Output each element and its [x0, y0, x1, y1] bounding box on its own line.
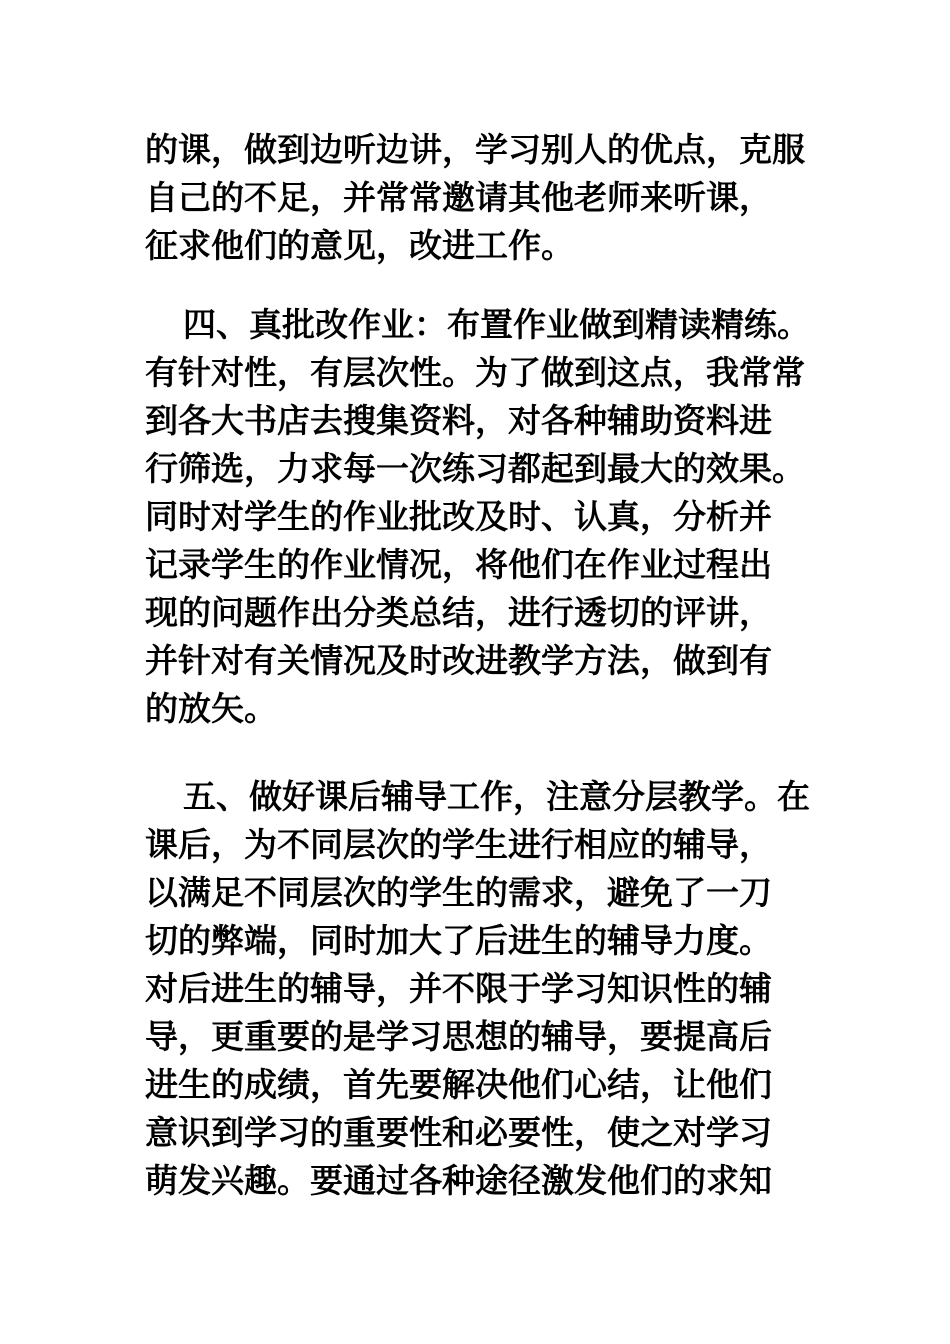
- text-line: 导，更重要的是学习思想的辅导，要提高后: [145, 1017, 772, 1056]
- text-line: 萌发兴趣。要通过各种途径激发他们的求知: [145, 1161, 772, 1200]
- text-line: 记录学生的作业情况，将他们在作业过程出: [145, 545, 772, 584]
- text-line: 意识到学习的重要性和必要性，使之对学习: [145, 1113, 772, 1152]
- text-line: 课后，为不同层次的学生进行相应的辅导，: [145, 825, 772, 864]
- text-line: 现的问题作出分类总结，进行透切的评讲，: [145, 593, 772, 632]
- text-line: 的课，做到边听边讲，学习别人的优点，克服: [145, 130, 805, 169]
- text-line: 进生的成绩，首先要解决他们心结，让他们: [145, 1065, 772, 1104]
- text-line: 行筛选，力求每一次练习都起到最大的效果。: [145, 449, 805, 488]
- paragraph-homework-grading: [145, 301, 835, 733]
- text-line: 同时对学生的作业批改及时、认真，分析并: [145, 497, 772, 536]
- text-line: 征求他们的意见，改进工作。: [145, 226, 574, 265]
- text-line: 到各大书店去搜集资料，对各种辅助资料进: [145, 401, 772, 440]
- text-line: 对后进生的辅导，并不限于学习知识性的辅: [145, 969, 772, 1008]
- text-line: 并针对有关情况及时改进教学方法，做到有: [145, 641, 772, 680]
- text-line: 五、做好课后辅导工作，注意分层教学。在: [183, 777, 810, 816]
- text-line: 以满足不同层次的学生的需求，避免了一刀: [145, 873, 772, 912]
- text-line: 有针对性，有层次性。为了做到这点，我常常: [145, 353, 805, 392]
- text-line: 自己的不足，并常常邀请其他老师来听课，: [145, 178, 772, 217]
- text-line: 四、真批改作业：布置作业做到精读精练。: [183, 305, 810, 344]
- text-line: 的放矢。: [145, 689, 277, 728]
- paragraph-continuation: [145, 126, 835, 270]
- paragraph-after-class-tutoring: [145, 773, 835, 1205]
- text-line: 切的弊端，同时加大了后进生的辅导力度。: [145, 921, 772, 960]
